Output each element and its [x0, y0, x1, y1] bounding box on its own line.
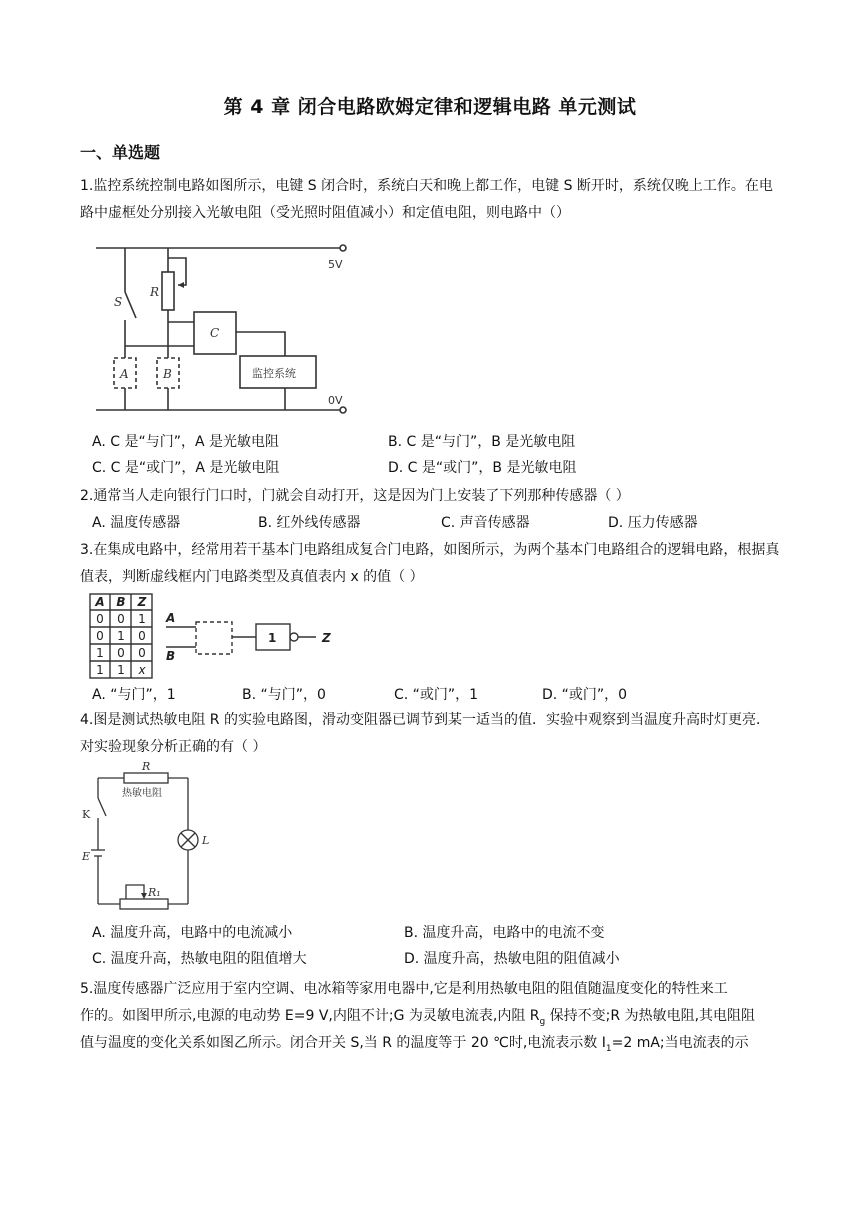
q1-option-c: C. C 是“或门”，A 是光敏电阻 — [92, 460, 280, 476]
label-a: A — [120, 367, 129, 381]
truth-table-cell: 0 — [138, 646, 146, 660]
voltage-0v: 0V — [328, 394, 343, 407]
question-5-line-1: 5.温度传感器广泛应用于室内空调、电冰箱等家用电器中,它是利用热敏电阻的阻值随温度变化的特性来工 — [80, 981, 728, 997]
truth-table-cell: 1 — [96, 646, 104, 660]
logic-input-b: B — [166, 649, 176, 663]
q4-option-c: C. 温度升高，热敏电阻的阻值增大 — [92, 951, 307, 967]
question-5-line-3: 值与温度的变化关系如图乙所示。闭合开关 S,当 R 的温度等于 20 ℃时,电流表示数 $I_1=2$ mA;当电流表的示 — [80, 1035, 749, 1054]
truth-table-header-z: Z — [137, 595, 147, 609]
q3-option-c: C. “或门”，1 — [394, 687, 479, 703]
question-5-line-2: 作的。如图甲所示,电源的电动势 E=9 V,内阻不计;G 为灵敏电流表,内阻 $R_g$ 保持不变;R 为热敏电阻,其电阻阻 — [80, 1008, 756, 1027]
truth-table-cell: x — [138, 663, 146, 677]
label-c: C — [210, 326, 220, 340]
q1-option-b: B. C 是“与门”，B 是光敏电阻 — [388, 434, 576, 450]
q3-option-b: B. “与门”，0 — [242, 687, 326, 703]
truth-table-header-b: B — [116, 595, 126, 609]
voltage-5v: 5V — [328, 258, 343, 271]
label-s: S — [114, 295, 123, 309]
question-4-circuit-figure — [78, 760, 218, 918]
label-b: B — [163, 367, 172, 381]
logic-output-z: Z — [322, 631, 331, 645]
section-heading: 一、单选题 — [80, 143, 161, 162]
q4-option-a: A. 温度升高，电路中的电流减小 — [92, 925, 293, 941]
label-r1: R₁ — [148, 886, 161, 899]
truth-table-cell: 0 — [138, 629, 146, 643]
label-monitor: 监控系统 — [252, 367, 296, 380]
logic-input-a: A — [166, 611, 176, 625]
truth-table-cell: 0 — [117, 646, 125, 660]
q4-option-b: B. 温度升高，电路中的电流不变 — [404, 925, 605, 941]
truth-table-cell: 1 — [96, 663, 104, 677]
q2-option-b: B. 红外线传感器 — [258, 515, 361, 531]
q4-option-d: D. 温度升高，热敏电阻的阻值减小 — [404, 951, 620, 967]
label-r: R — [142, 760, 151, 773]
question-2-text: 2.通常当人走向银行门口时，门就会自动打开，这是因为门上安装了下列那种传感器（ ） — [80, 488, 630, 504]
question-4-text: 4.图是测试热敏电阻 R 的实验电路图，滑动变阻器已调节到某一适当的值．实验中观察到当温度升高时灯更亮．对实验现象分析正确的有（ ） — [80, 712, 770, 755]
question-3-logic-figure — [88, 592, 348, 680]
q2-option-a: A. 温度传感器 — [92, 515, 181, 531]
question-1-circuit-figure — [90, 240, 360, 420]
q2-option-d: D. 压力传感器 — [608, 515, 698, 531]
label-thermistor: 热敏电阻 — [122, 788, 162, 799]
truth-table-cell: 1 — [138, 612, 146, 626]
label-r: R — [150, 285, 160, 299]
q3-option-a: A. “与门”，1 — [92, 687, 176, 703]
truth-table-cell: 0 — [96, 612, 104, 626]
truth-table-header-a: A — [95, 595, 105, 609]
label-l: L — [202, 834, 210, 847]
q2-option-c: C. 声音传感器 — [441, 515, 530, 531]
truth-table-cell: 1 — [117, 629, 125, 643]
q3-option-d: D. “或门”，0 — [542, 687, 628, 703]
truth-table-cell: 1 — [117, 663, 125, 677]
logic-gate-label: 1 — [268, 631, 277, 645]
q1-option-a: A. C 是“与门”，A 是光敏电阻 — [92, 434, 279, 450]
question-1-text: 1.监控系统控制电路如图所示，电键 S 闭合时，系统白天和晚上都工作，电键 S 断开时，系统仅晚上工作。在电路中虚框处分别接入光敏电阻（受光照时阻值减小）和定值电阻，则电路中（） — [80, 178, 773, 221]
page-title: 第 4 章 闭合电路欧姆定律和逻辑电路 单元测试 — [223, 96, 637, 118]
truth-table-cell: 0 — [117, 612, 125, 626]
label-k: K — [82, 808, 91, 821]
label-e: E — [82, 850, 91, 863]
q1-option-d: D. C 是“或门”，B 是光敏电阻 — [388, 460, 577, 476]
question-3-text: 3.在集成电路中，经常用若干基本门电路组成复合门电路，如图所示，为两个基本门电路组合的逻辑电路，根据真值表，判断虚线框内门电路类型及真值表内 x 的值（ ） — [80, 542, 780, 585]
truth-table-cell: 0 — [96, 629, 104, 643]
